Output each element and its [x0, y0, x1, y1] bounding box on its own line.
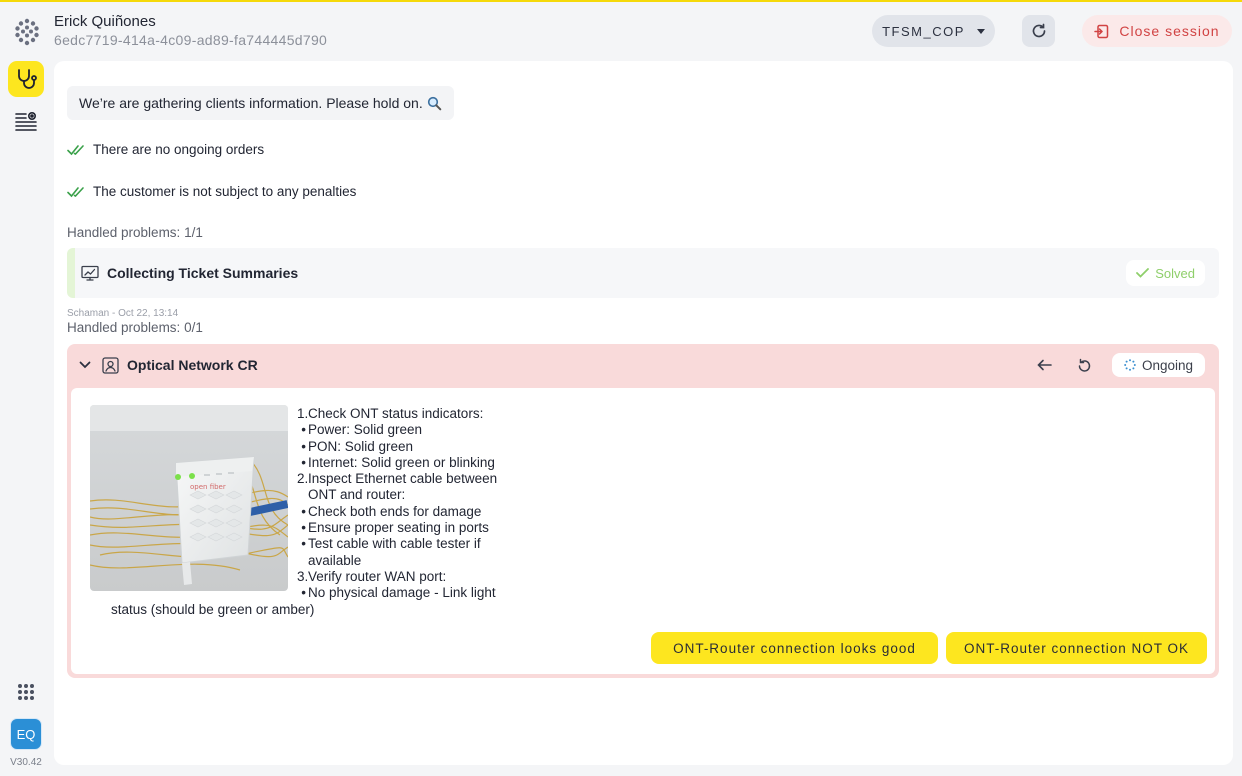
step-marker: •	[301, 454, 306, 470]
problem-card-body	[71, 388, 1215, 674]
problem-title: Optical Network CR	[127, 357, 258, 373]
troubleshooting-step	[297, 569, 527, 585]
step-marker: 2.	[297, 471, 309, 487]
status-badge-text: Solved	[1155, 265, 1195, 281]
status-badge-solved	[1126, 260, 1205, 286]
restart-button[interactable]	[1072, 352, 1098, 378]
sidebar-item-list-settings[interactable]	[8, 104, 44, 140]
step-marker: •	[301, 536, 306, 552]
step-marker: •	[301, 503, 306, 519]
step-text: Test cable with cable tester if available	[308, 536, 481, 568]
spinner-icon	[1124, 359, 1136, 371]
presentation-chart-icon	[81, 265, 99, 281]
troubleshooting-step	[297, 422, 527, 438]
status-badge-ongoing	[1112, 353, 1205, 377]
environment-value: TFSM_COP	[882, 23, 965, 39]
step-marker: 3.	[297, 568, 309, 584]
back-button[interactable]	[1032, 352, 1058, 378]
step-text: Ensure proper seating in ports	[308, 520, 489, 536]
troubleshooting-steps-tail: status (should be green or amber)	[111, 602, 315, 617]
connection-not-ok-button[interactable]: ONT-Router connection NOT OK	[946, 632, 1207, 664]
magnifier-icon	[427, 96, 442, 111]
step-text: Power: Solid green	[308, 422, 423, 438]
customer-name: Erick Quiñones	[54, 13, 156, 30]
step-text: PON: Solid green	[308, 438, 414, 454]
problem-actions	[1032, 352, 1205, 378]
problem-card-header[interactable]	[67, 344, 1219, 386]
step-marker: •	[301, 585, 306, 601]
ont-device-photo	[90, 405, 288, 591]
status-badge-text: Ongoing	[1141, 357, 1193, 373]
troubleshooting-step	[297, 504, 527, 520]
sidebar	[0, 2, 52, 776]
troubleshooting-step	[297, 439, 527, 455]
check-item-text: The customer is not subject to any penalties	[93, 184, 357, 199]
problem-card-ticket-summaries[interactable]	[67, 248, 1219, 298]
step-marker: 1.	[297, 406, 309, 421]
environment-select[interactable]	[872, 15, 995, 47]
user-avatar[interactable]: EQ	[10, 718, 42, 750]
connection-good-button[interactable]: ONT-Router connection looks good	[651, 632, 938, 664]
handled-problems-count: Handled problems: 0/1	[67, 320, 203, 335]
troubleshooting-step	[297, 455, 527, 471]
step-text: Internet: Solid green or blinking	[308, 454, 495, 470]
status-message-text: We’re are gathering clients information. Please hold on.	[79, 95, 423, 111]
troubleshooting-step	[297, 536, 527, 569]
problem-card-optical-network	[67, 344, 1219, 678]
device-brand-text: open fiber	[190, 483, 226, 491]
apps-grid-icon[interactable]	[16, 682, 36, 702]
check-item-penalties	[67, 184, 356, 199]
step-marker: •	[301, 438, 306, 454]
refresh-icon	[1031, 23, 1047, 39]
step-text: Verify router WAN port:	[308, 568, 447, 584]
app-version: V30.42	[10, 757, 42, 768]
troubleshooting-steps	[297, 406, 527, 602]
close-session-label: Close session	[1119, 23, 1220, 39]
step-text: No physical damage - Link light	[308, 585, 496, 601]
troubleshooting-step	[297, 520, 527, 536]
troubleshooting-step	[297, 585, 527, 601]
chevron-down-icon	[977, 29, 985, 34]
step-marker: •	[301, 520, 306, 536]
main-panel	[54, 61, 1233, 765]
double-check-icon	[67, 186, 85, 198]
sidebar-item-diagnostics[interactable]	[8, 61, 44, 97]
logout-icon	[1094, 24, 1109, 39]
close-session-button[interactable]	[1082, 15, 1232, 47]
problem-title: Collecting Ticket Summaries	[107, 265, 299, 281]
troubleshooting-step	[297, 406, 527, 422]
status-message	[67, 86, 454, 120]
step-marker: •	[301, 422, 306, 438]
step-text: Check both ends for damage	[308, 503, 482, 519]
arrow-left-icon	[1037, 359, 1052, 371]
troubleshooting-step	[297, 471, 527, 504]
handled-problems-count: Handled problems: 1/1	[67, 225, 203, 240]
refresh-button[interactable]	[1022, 15, 1055, 47]
top-accent-line	[0, 0, 1242, 2]
session-id: 6edc7719-414a-4c09-ad89-fa744445d790	[54, 32, 328, 48]
stethoscope-icon	[15, 68, 37, 90]
step-text: Inspect Ethernet cable between ONT and router:	[308, 471, 498, 503]
user-frame-icon	[102, 357, 119, 374]
list-settings-icon	[15, 111, 37, 133]
message-meta: Schaman - Oct 22, 13:14	[67, 308, 179, 319]
check-icon	[1136, 268, 1149, 278]
check-item-text: There are no ongoing orders	[93, 142, 265, 157]
chevron-down-icon[interactable]	[79, 361, 91, 369]
step-text: Check ONT status indicators:	[308, 406, 484, 421]
app-logo-icon	[14, 18, 40, 46]
check-item-orders	[67, 142, 264, 157]
double-check-icon	[67, 144, 85, 156]
restart-icon	[1077, 358, 1092, 373]
